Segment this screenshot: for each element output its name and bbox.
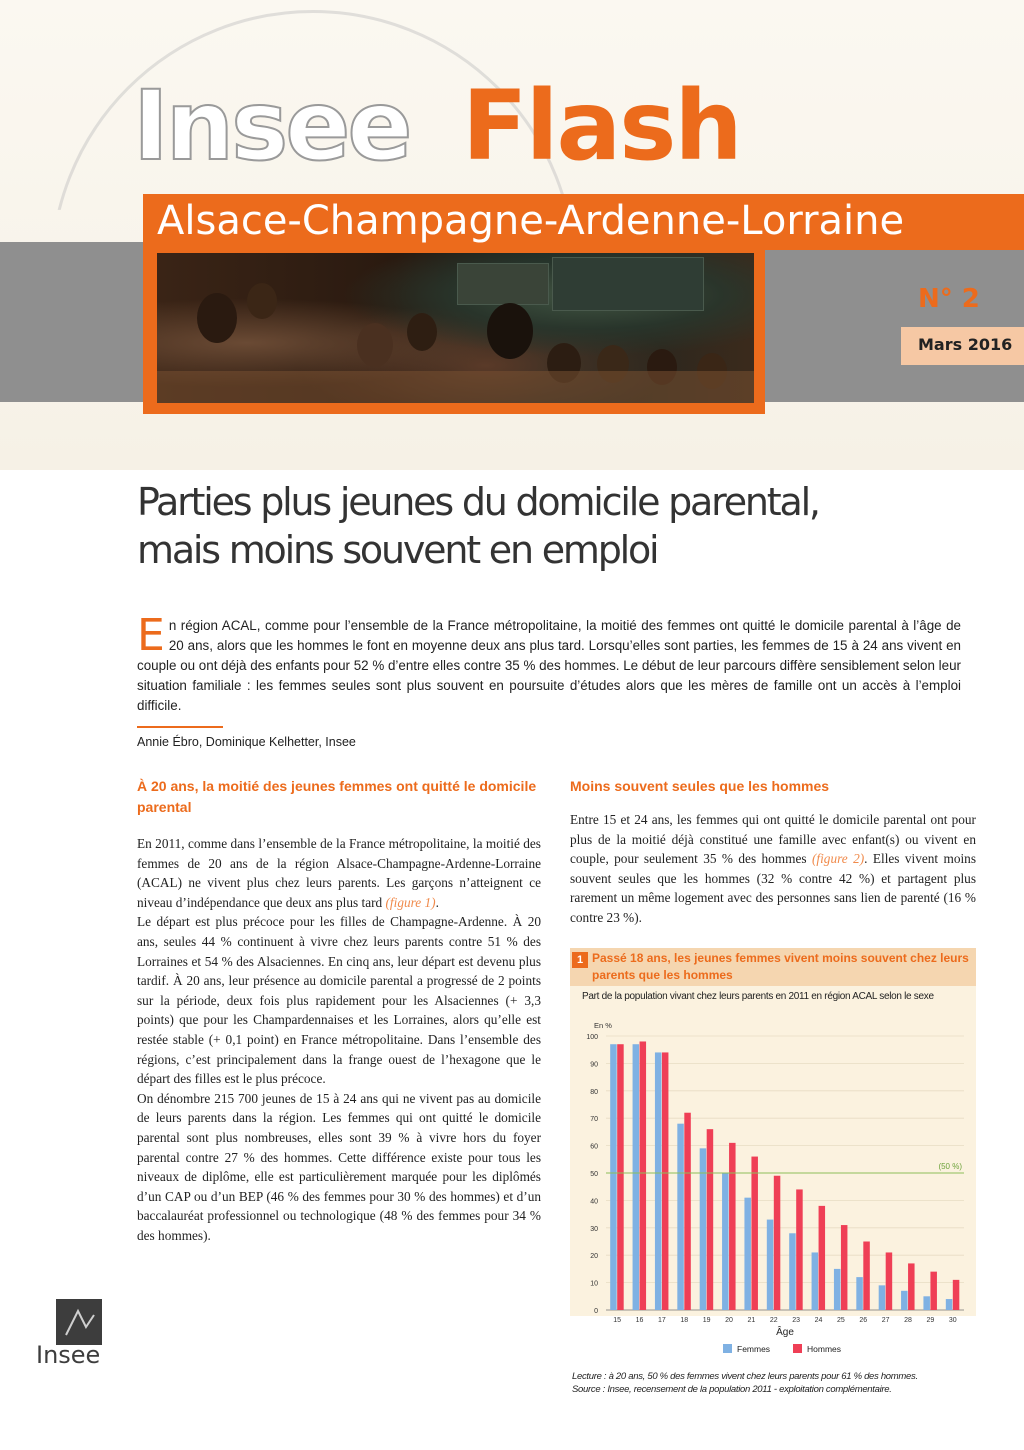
y-tick-label: 40 (590, 1198, 598, 1206)
x-tick-label: 20 (725, 1317, 733, 1324)
insee-logo-icon (56, 1299, 102, 1345)
x-tick-label: 28 (904, 1317, 912, 1324)
x-axis-label: Âge (776, 1327, 794, 1338)
bar-hommes (863, 1242, 870, 1311)
figure-subtitle: Part de la population vivant chez leurs parents en 2011 en région ACAL selon le sexe (582, 991, 934, 1002)
y-tick-label: 80 (590, 1088, 598, 1096)
y-tick-label: 30 (590, 1225, 598, 1233)
bar-femmes (633, 1044, 640, 1310)
article-lead (137, 610, 961, 716)
x-tick-label: 24 (814, 1317, 823, 1324)
figure-reference: (figure 2) (811, 851, 865, 867)
y-tick-label: 10 (590, 1280, 598, 1288)
y-tick-label: 100 (586, 1034, 598, 1041)
bar-hommes (617, 1044, 624, 1310)
bar-femmes (812, 1252, 819, 1310)
legend-label-hommes: Hommes (807, 1344, 842, 1354)
figure-reading-note: Lecture : à 20 ans, 50 % des femmes vivent chez leurs parents pour 61 % des hommes. (572, 1371, 918, 1382)
bar-hommes (908, 1263, 915, 1310)
lead-rule (137, 726, 223, 728)
paragraph: On dénombre 215 700 jeunes de 15 à 24 ans qui ne vivent pas au domicile de leurs parents dans la région. Les femmes qui ont quitté le domicile parental sont plus nombreuses, elles sont 39 % à vivre hors du foyer parental contre 27 % des hommes. Cette différence existe pour tous les niveaux de diplôme, elle est particulièrement marquée pour les diplômés d’un CAP ou d’un BEP (46 % des femmes pour 30 % des hommes) et d’un baccalauréat professionnel ou technologique (48 % des femmes pour 34 % des hommes). (137, 1090, 541, 1243)
x-tick-label: 29 (926, 1317, 935, 1324)
bar-femmes (744, 1198, 751, 1310)
bar-femmes (655, 1052, 662, 1310)
bar-hommes (796, 1189, 803, 1310)
paragraph (570, 810, 976, 928)
y-tick-label: 60 (590, 1143, 598, 1151)
legend-swatch-hommes (793, 1344, 802, 1353)
bar-femmes (901, 1291, 908, 1310)
y-tick-label: 0 (594, 1308, 598, 1315)
bar-hommes (729, 1143, 736, 1310)
headline-line-2: mais moins souvent en emploi (137, 528, 658, 572)
y-tick-label: 20 (590, 1253, 598, 1261)
paragraph-text: Entre 15 et 24 ans, les femmes qui ont quitté le domicile parental ont pour plus de la moitié déjà constitué une famille avec enfant(s) ou vivent en couple, pour seulement 35 % des hommes (570, 812, 976, 867)
issue-number: N° 2 (918, 284, 980, 314)
bar-hommes (774, 1176, 781, 1310)
bar-hommes (684, 1113, 691, 1310)
figure-title: Passé 18 ans, les jeunes femmes vivent moins souvent chez leurs parents que les hommes (592, 951, 969, 982)
paragraph-text: En 2011, comme dans l’ensemble de la France métropolitaine, la moitié des femmes de 20 ans de la région Alsace-Champagne-Ardenne-Lorraine (ACAL) ne vivent plus chez leurs parents. Les garçons n’atteignent ce niveau d’indépendance que deux ans plus tard (137, 836, 541, 910)
bar-femmes (923, 1296, 930, 1310)
y-tick-label: 90 (590, 1061, 598, 1069)
x-tick-label: 18 (680, 1317, 689, 1324)
left-column-body (137, 834, 541, 1245)
section-heading-left: À 20 ans, la moitié des jeunes femmes ont quitté le domicile parental (137, 778, 537, 815)
bar-hommes (640, 1041, 647, 1310)
paragraph: Le départ est plus précoce pour les filles de Champagne-Ardenne. À 20 ans, seules 44 % continuent à vivre chez leurs parents contre 51 % des Lorraines et 54 % des Alsaciennes. En cinq ans, leur départ est devenu plus tardif. À 20 ans, leur présence au domicile parental a progressé de 2 points sur la période, deux fois plus rapidement pour les Alsaciennes (+ 3,3 points) que pour les Champardennaises et les Lorraines, alors qu’elle est restée stable (+ 0,1 point) en France métropolitaine. Dans l’ensemble des régions, c’est principalement dans la frange ouest de l’hexagone que le départ des filles est le plus précoce. (137, 914, 541, 1087)
paragraph-text: . Elles vivent moins souvent seules que les hommes (32 % contre 42 %) et partagent plus rarement un même logement avec des personnes sans lien de parenté (16 % contre 23 %). (570, 851, 976, 925)
bar-femmes (677, 1124, 684, 1310)
bar-hommes (751, 1157, 758, 1310)
figure-notes (572, 1370, 976, 1396)
bar-hommes (886, 1252, 893, 1310)
figure-source: Source : Insee, recensement de la population 2011 - exploitation complémentaire. (572, 1384, 892, 1395)
y-axis-label: En % (594, 1021, 612, 1030)
bar-hommes (662, 1052, 669, 1310)
headline-line-1: Parties plus jeunes du domicile parental, (137, 480, 819, 524)
x-tick-label: 16 (635, 1317, 644, 1324)
x-tick-label: 25 (837, 1317, 845, 1324)
x-tick-label: 19 (702, 1317, 711, 1324)
section-heading-right: Moins souvent seules que les hommes (570, 778, 830, 794)
legend-swatch-femmes (723, 1344, 732, 1353)
paragraph-text: . (435, 894, 439, 910)
x-tick-label: 27 (881, 1317, 890, 1324)
bar-femmes (722, 1173, 729, 1310)
authors: Annie Ébro, Dominique Kelhetter, Insee (137, 735, 356, 749)
article-headline (137, 478, 837, 574)
lead-text: n région ACAL, comme pour l’ensemble de la France métropolitaine, la moitié des femmes ont quitté le domicile parental à l’âge de 20 ans, alors que les hommes le font en moyenne deux ans plus tard. Lorsqu’elles sont parties, les femmes de 15 à 24 ans vivent en couple ou ont déjà des enfants pour 52 % d’entre elles contre 35 % des hommes. Le début de leur parcours diffère sensiblement selon leur situation familiale : les femmes seules sont plus souvent en poursuite d’études alors que les mères de famille ont un accès à l’emploi difficile. (137, 618, 961, 713)
bar-femmes (856, 1277, 863, 1310)
bar-hommes (819, 1206, 826, 1310)
bar-hommes (930, 1272, 937, 1310)
bar-femmes (879, 1285, 886, 1310)
paragraph (137, 834, 541, 912)
x-tick-label: 15 (613, 1317, 622, 1324)
legend-label-femmes: Femmes (737, 1344, 771, 1354)
bar-hommes (707, 1129, 714, 1310)
brand-flash: Flash (462, 70, 741, 182)
x-tick-label: 23 (792, 1317, 801, 1324)
figure-reference: (figure 1) (385, 894, 436, 910)
bar-hommes (841, 1225, 848, 1310)
right-column-body (570, 810, 976, 928)
y-tick-label: 70 (590, 1116, 598, 1124)
brand-insee: Insee (133, 70, 410, 182)
x-tick-label: 26 (859, 1317, 868, 1324)
x-tick-label: 22 (769, 1317, 778, 1324)
x-tick-label: 17 (658, 1317, 666, 1324)
bar-femmes (767, 1220, 774, 1310)
bar-hommes (953, 1280, 960, 1310)
reference-line-label: (50 %) (938, 1162, 962, 1171)
x-tick-label: 21 (747, 1317, 756, 1324)
figure-number: 1 (572, 952, 588, 968)
bar-femmes (789, 1233, 796, 1310)
region-name: Alsace-Champagne-Ardenne-Lorraine (157, 198, 905, 244)
y-tick-label: 50 (590, 1171, 598, 1178)
issue-date: Mars 2016 (918, 335, 1013, 354)
bar-femmes (834, 1269, 841, 1310)
x-tick-label: 30 (948, 1317, 957, 1324)
bar-femmes (610, 1044, 617, 1310)
bar-femmes (946, 1299, 953, 1310)
insee-logo-text: Insee (36, 1341, 101, 1369)
lecture-hall-photo (157, 253, 754, 403)
lead-dropcap: E (137, 610, 165, 661)
bar-chart (570, 1018, 976, 1364)
